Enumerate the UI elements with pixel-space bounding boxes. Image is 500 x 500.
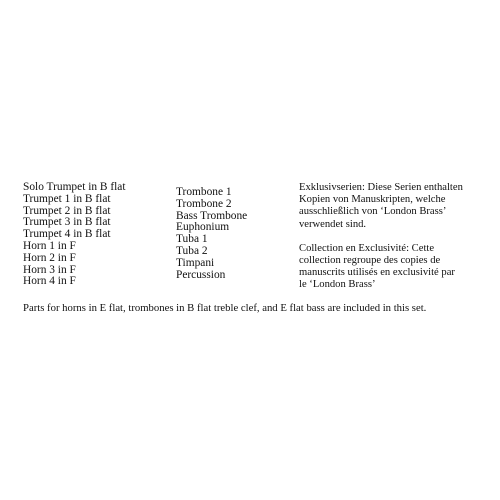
note-line: Collection en Exclusivité: Cette [299,242,435,254]
note-line: Kopien von Manuskripten, welche [299,194,446,206]
german-note [299,182,489,231]
french-note [299,243,489,292]
part-item: Horn 3 in F [23,263,76,276]
note-line: le ‘London Brass’ [299,279,376,291]
part-item: Trumpet 3 in B flat [23,216,111,229]
part-item: Horn 1 in F [23,239,76,252]
note-line: collection regroupe des copies de [299,255,441,267]
note-line: manuscrits utilisés en exclusivité par [299,267,455,279]
note-line: Exklusivserien: Diese Serien enthalten [299,182,463,193]
parts-list-middle [176,187,291,281]
part-item: Tuba 1 [176,233,208,246]
part-item: Horn 4 in F [23,275,76,288]
part-item: Trumpet 4 in B flat [23,228,111,241]
part-item: Trumpet 1 in B flat [23,192,111,205]
part-item: Euphonium [176,221,230,234]
part-item: Trumpet 2 in B flat [23,204,111,217]
part-item: Horn 2 in F [23,251,76,264]
part-item: Bass Trombone [176,209,248,222]
note-line: verwendet sind. [299,218,367,230]
part-item: Solo Trumpet in B flat [23,181,126,193]
part-item: Tuba 2 [176,244,208,257]
part-item: Trombone 1 [176,186,232,198]
exclusivity-notes [299,182,489,304]
included-parts-note: Parts for horns in E flat, trombones in B flat treble clef, and E flat bass are included in this set. [23,302,427,314]
note-line: ausschließlich von ‘London Brass’ [299,206,447,218]
part-item: Percussion [176,268,226,281]
parts-list-left [23,182,173,288]
part-item: Timpani [176,256,215,269]
part-item: Trombone 2 [176,197,232,210]
